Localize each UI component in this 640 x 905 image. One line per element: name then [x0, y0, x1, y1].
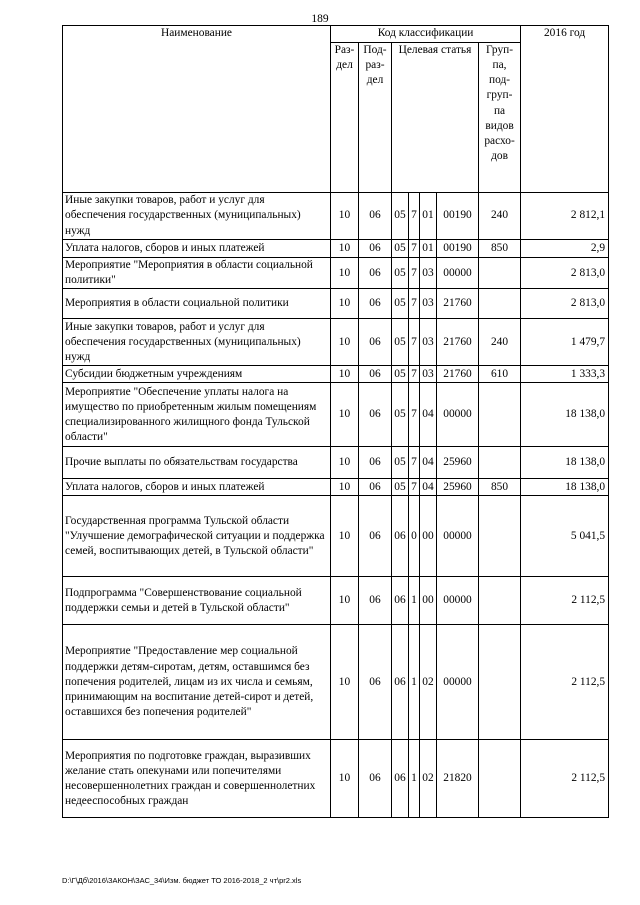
row-target-event: 03: [420, 258, 437, 289]
header-year: 2016 год: [521, 26, 609, 193]
row-target-direction: 21820: [437, 740, 479, 818]
row-razdel: 10: [331, 193, 359, 240]
row-name: Подпрограмма "Совершенствование социальной поддержки семьи и детей в Тульской области": [63, 577, 331, 625]
footer-file-path: D:\Г\Дб\2016\ЗАКОН\ЗАС_34\Изм. бюджет ТО 2016-2018_2 чт\pr2.xls: [62, 876, 302, 885]
row-name: Мероприятие "Предоставление мер социальной поддержки детям-сиротам, детям, оставшимся без попечения родителей, лицам из их числа и семьям, принимающим на воспитание детей-сирот и детей, оставшихся без попечения родителей": [63, 625, 331, 740]
row-target-subprogram: 7: [409, 258, 420, 289]
row-target-direction: 00190: [437, 240, 479, 258]
row-podrazdel: 06: [359, 625, 392, 740]
row-target-program: 05: [392, 289, 409, 319]
row-target-subprogram: 7: [409, 366, 420, 383]
row-target-direction: 00000: [437, 577, 479, 625]
row-amount: 2 112,5: [521, 625, 609, 740]
row-target-program: 05: [392, 258, 409, 289]
header-podrazdel: Под- раз- дел: [359, 43, 392, 193]
row-expense-group: 240: [479, 319, 521, 366]
row-razdel: 10: [331, 383, 359, 447]
row-amount: 5 041,5: [521, 496, 609, 577]
header-razdel: Раз- дел: [331, 43, 359, 193]
row-target-direction: 00000: [437, 496, 479, 577]
row-amount: 2,9: [521, 240, 609, 258]
table-row: [63, 366, 609, 383]
row-podrazdel: 06: [359, 289, 392, 319]
row-target-subprogram: 1: [409, 740, 420, 818]
row-target-event: 03: [420, 319, 437, 366]
row-razdel: 10: [331, 258, 359, 289]
page-number: 189: [311, 13, 329, 25]
row-amount: 18 138,0: [521, 479, 609, 496]
row-target-program: 05: [392, 193, 409, 240]
row-amount: 2 812,1: [521, 193, 609, 240]
row-target-subprogram: 7: [409, 240, 420, 258]
header-code: Код классификации: [331, 26, 521, 43]
row-razdel: 10: [331, 289, 359, 319]
row-name: Уплата налогов, сборов и иных платежей: [63, 479, 331, 496]
table-row: [63, 193, 609, 240]
row-name: Иные закупки товаров, работ и услуг для обеспечения государственных (муниципальных) нужд: [63, 193, 331, 240]
row-podrazdel: 06: [359, 577, 392, 625]
row-target-program: 05: [392, 319, 409, 366]
row-target-program: 06: [392, 625, 409, 740]
row-podrazdel: 06: [359, 366, 392, 383]
row-target-subprogram: 1: [409, 625, 420, 740]
row-razdel: 10: [331, 625, 359, 740]
row-target-event: 00: [420, 577, 437, 625]
row-expense-group: 850: [479, 240, 521, 258]
row-podrazdel: 06: [359, 479, 392, 496]
row-amount: 1 333,3: [521, 366, 609, 383]
row-target-event: 01: [420, 240, 437, 258]
table-body: [63, 193, 609, 818]
row-target-program: 06: [392, 577, 409, 625]
row-target-program: 05: [392, 240, 409, 258]
row-target-program: 05: [392, 479, 409, 496]
row-expense-group: [479, 496, 521, 577]
row-expense-group: [479, 740, 521, 818]
row-name: Государственная программа Тульской области "Улучшение демографической ситуации и поддержка семей, воспитывающих детей, в Тульской области": [63, 496, 331, 577]
row-razdel: 10: [331, 240, 359, 258]
row-target-program: 05: [392, 383, 409, 447]
row-target-program: 06: [392, 496, 409, 577]
row-target-subprogram: 7: [409, 383, 420, 447]
budget-table: [62, 25, 609, 818]
row-podrazdel: 06: [359, 383, 392, 447]
row-razdel: 10: [331, 577, 359, 625]
table-row: [63, 479, 609, 496]
table-row: [63, 577, 609, 625]
row-expense-group: 240: [479, 193, 521, 240]
row-amount: 18 138,0: [521, 383, 609, 447]
row-target-event: 01: [420, 193, 437, 240]
row-target-event: 02: [420, 625, 437, 740]
row-razdel: 10: [331, 740, 359, 818]
row-podrazdel: 06: [359, 319, 392, 366]
row-razdel: 10: [331, 447, 359, 479]
table-row: [63, 383, 609, 447]
row-target-direction: 21760: [437, 366, 479, 383]
row-target-subprogram: 7: [409, 193, 420, 240]
row-name: Прочие выплаты по обязательствам государства: [63, 447, 331, 479]
row-amount: 2 112,5: [521, 740, 609, 818]
row-podrazdel: 06: [359, 193, 392, 240]
row-target-event: 04: [420, 479, 437, 496]
row-amount: 18 138,0: [521, 447, 609, 479]
row-target-direction: 25960: [437, 479, 479, 496]
row-target-direction: 21760: [437, 289, 479, 319]
row-razdel: 10: [331, 479, 359, 496]
row-target-program: 05: [392, 447, 409, 479]
row-target-subprogram: 7: [409, 319, 420, 366]
row-amount: 2 813,0: [521, 258, 609, 289]
row-name: Мероприятия по подготовке граждан, выразивших желание стать опекунами или попечителями несовершеннолетних граждан и совершеннолетних недееспособных граждан: [63, 740, 331, 818]
row-target-direction: 25960: [437, 447, 479, 479]
row-name: Уплата налогов, сборов и иных платежей: [63, 240, 331, 258]
row-name: Мероприятия в области социальной политики: [63, 289, 331, 319]
row-razdel: 10: [331, 319, 359, 366]
row-expense-group: [479, 447, 521, 479]
table-row: [63, 447, 609, 479]
row-podrazdel: 06: [359, 258, 392, 289]
row-target-direction: 00190: [437, 193, 479, 240]
row-podrazdel: 06: [359, 496, 392, 577]
row-expense-group: [479, 625, 521, 740]
row-target-event: 04: [420, 447, 437, 479]
row-expense-group: [479, 289, 521, 319]
row-target-program: 05: [392, 366, 409, 383]
row-name: Мероприятие "Мероприятия в области социальной политики": [63, 258, 331, 289]
row-target-subprogram: 1: [409, 577, 420, 625]
row-podrazdel: 06: [359, 240, 392, 258]
row-razdel: 10: [331, 366, 359, 383]
row-target-direction: 00000: [437, 258, 479, 289]
row-amount: 2 112,5: [521, 577, 609, 625]
row-expense-group: 850: [479, 479, 521, 496]
row-target-event: 03: [420, 366, 437, 383]
header-name: Наименование: [63, 26, 331, 193]
row-podrazdel: 06: [359, 447, 392, 479]
row-amount: 1 479,7: [521, 319, 609, 366]
table-row: [63, 740, 609, 818]
table-row: [63, 289, 609, 319]
table-row: [63, 319, 609, 366]
row-podrazdel: 06: [359, 740, 392, 818]
row-target-direction: 21760: [437, 319, 479, 366]
table-row: [63, 258, 609, 289]
row-target-subprogram: 7: [409, 447, 420, 479]
row-name: Мероприятие "Обеспечение уплаты налога на имущество по приобретенным жилым помещениям специализированного жилищного фонда Тульской области": [63, 383, 331, 447]
row-expense-group: [479, 258, 521, 289]
row-expense-group: [479, 577, 521, 625]
table-row: [63, 625, 609, 740]
row-target-program: 06: [392, 740, 409, 818]
row-expense-group: 610: [479, 366, 521, 383]
row-expense-group: [479, 383, 521, 447]
row-target-direction: 00000: [437, 383, 479, 447]
row-target-subprogram: 7: [409, 479, 420, 496]
row-target-direction: 00000: [437, 625, 479, 740]
header-target: Целевая статья: [392, 43, 479, 193]
row-target-subprogram: 7: [409, 289, 420, 319]
row-target-event: 00: [420, 496, 437, 577]
row-name: Иные закупки товаров, работ и услуг для обеспечения государственных (муниципальных) нужд: [63, 319, 331, 366]
header-group: Груп- па, под- груп- па видов расхо- дов: [479, 43, 521, 193]
row-name: Субсидии бюджетным учреждениям: [63, 366, 331, 383]
row-target-event: 03: [420, 289, 437, 319]
row-target-event: 02: [420, 740, 437, 818]
row-razdel: 10: [331, 496, 359, 577]
table-row: [63, 240, 609, 258]
header-row-top: [63, 26, 609, 43]
row-target-event: 04: [420, 383, 437, 447]
row-target-subprogram: 0: [409, 496, 420, 577]
row-amount: 2 813,0: [521, 289, 609, 319]
table-row: [63, 496, 609, 577]
